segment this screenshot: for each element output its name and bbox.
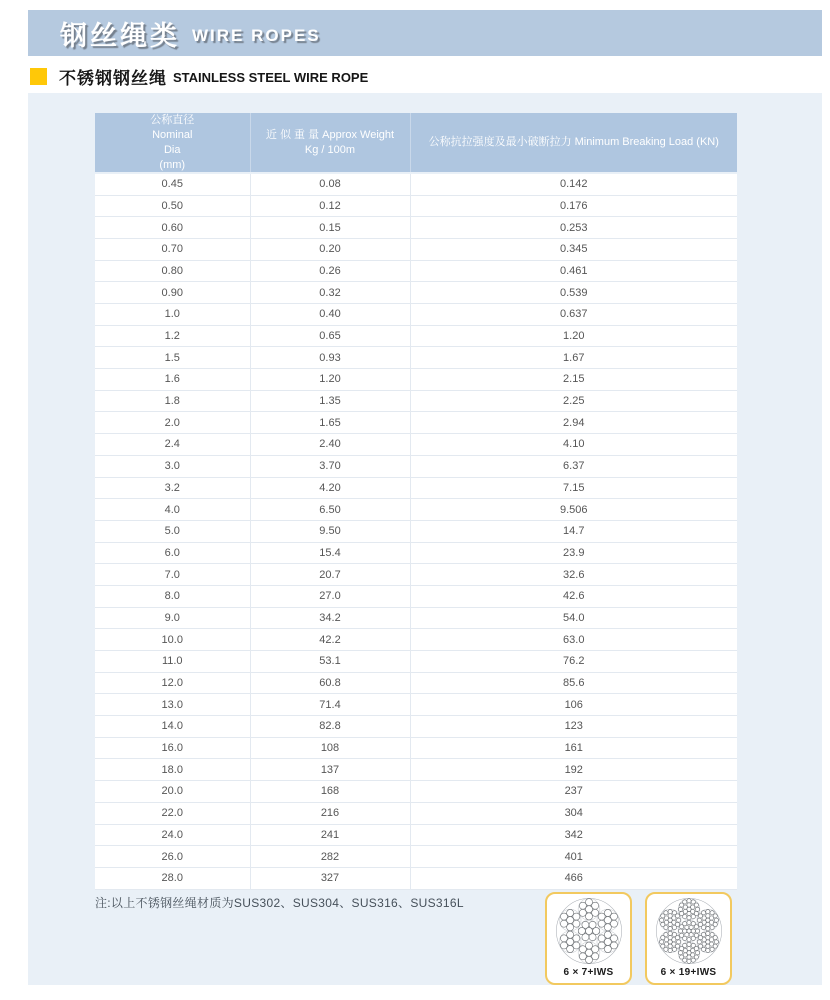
table-cell: 42.2 [250, 629, 410, 651]
col-header-approx-weight: 近 似 重 量 Approx Weight Kg / 100m [250, 113, 410, 173]
rope-diagram-card-6x7 [545, 892, 632, 985]
table-cell: 7.15 [410, 477, 737, 499]
table-cell: 237 [410, 781, 737, 803]
table-cell: 9.506 [410, 499, 737, 521]
table-cell: 27.0 [250, 585, 410, 607]
table-cell: 0.176 [410, 195, 737, 217]
table-row [95, 455, 737, 477]
rope-diagram-cards [545, 892, 732, 985]
table-row [95, 824, 737, 846]
table-cell: 23.9 [410, 542, 737, 564]
spec-table-body [95, 173, 737, 889]
table-cell: 282 [250, 846, 410, 868]
table-cell: 6.37 [410, 455, 737, 477]
table-row [95, 846, 737, 868]
table-cell: 18.0 [95, 759, 250, 781]
col-header-nominal-dia: 公称直径 Nominal Dia (mm) [95, 113, 250, 173]
table-cell: 20.0 [95, 781, 250, 803]
table-cell: 11.0 [95, 651, 250, 673]
table-cell: 0.539 [410, 282, 737, 304]
table-row [95, 282, 737, 304]
table-cell: 42.6 [410, 585, 737, 607]
page-header [28, 10, 822, 56]
page-title-en: WIRE ROPES [192, 26, 321, 45]
page-title-cn: 钢丝绳类 [60, 20, 180, 51]
table-cell: 1.6 [95, 369, 250, 391]
table-cell: 28.0 [95, 867, 250, 889]
table-cell: 0.65 [250, 325, 410, 347]
table-cell: 216 [250, 802, 410, 824]
table-cell: 304 [410, 802, 737, 824]
table-row [95, 672, 737, 694]
table-row [95, 477, 737, 499]
table-row [95, 737, 737, 759]
table-cell: 1.2 [95, 325, 250, 347]
table-row [95, 629, 737, 651]
section-title-en: STAINLESS STEEL WIRE ROPE [173, 70, 369, 85]
table-cell: 1.67 [410, 347, 737, 369]
table-cell: 14.7 [410, 520, 737, 542]
rope-diagram-label: 6 × 7+IWS [563, 967, 614, 978]
table-row [95, 651, 737, 673]
table-cell: 192 [410, 759, 737, 781]
table-cell: 0.60 [95, 217, 250, 239]
table-cell: 71.4 [250, 694, 410, 716]
table-cell: 1.0 [95, 304, 250, 326]
table-cell: 15.4 [250, 542, 410, 564]
table-cell: 466 [410, 867, 737, 889]
table-cell: 53.1 [250, 651, 410, 673]
table-cell: 0.70 [95, 238, 250, 260]
table-cell: 401 [410, 846, 737, 868]
table-cell: 5.0 [95, 520, 250, 542]
table-cell: 342 [410, 824, 737, 846]
table-row [95, 260, 737, 282]
table-row [95, 867, 737, 889]
table-cell: 1.20 [250, 369, 410, 391]
table-row [95, 195, 737, 217]
table-cell: 3.0 [95, 455, 250, 477]
section-title-cn: 不锈钢钢丝绳 [59, 69, 167, 88]
table-cell: 24.0 [95, 824, 250, 846]
table-cell: 13.0 [95, 694, 250, 716]
table-cell: 6.50 [250, 499, 410, 521]
table-cell: 16.0 [95, 737, 250, 759]
table-row [95, 781, 737, 803]
table-cell: 123 [410, 716, 737, 738]
table-cell: 1.35 [250, 390, 410, 412]
table-cell: 327 [250, 867, 410, 889]
table-cell: 0.90 [95, 282, 250, 304]
table-row [95, 759, 737, 781]
table-row [95, 434, 737, 456]
table-cell: 161 [410, 737, 737, 759]
table-row [95, 347, 737, 369]
table-cell: 0.08 [250, 173, 410, 195]
table-cell: 1.5 [95, 347, 250, 369]
table-row [95, 520, 737, 542]
table-cell: 12.0 [95, 672, 250, 694]
table-cell: 2.40 [250, 434, 410, 456]
table-cell: 7.0 [95, 564, 250, 586]
table-cell: 0.253 [410, 217, 737, 239]
table-row [95, 564, 737, 586]
table-row [95, 585, 737, 607]
table-cell: 0.345 [410, 238, 737, 260]
table-cell: 6.0 [95, 542, 250, 564]
table-cell: 8.0 [95, 585, 250, 607]
table-row [95, 716, 737, 738]
table-row [95, 499, 737, 521]
table-row [95, 802, 737, 824]
table-cell: 82.8 [250, 716, 410, 738]
rope-cross-section-6x19-icon [654, 897, 724, 965]
table-cell: 1.8 [95, 390, 250, 412]
table-cell: 4.0 [95, 499, 250, 521]
table-row [95, 173, 737, 195]
table-cell: 4.10 [410, 434, 737, 456]
table-cell: 168 [250, 781, 410, 803]
section-header [30, 64, 368, 89]
rope-cross-section-6x7-icon [554, 897, 624, 965]
table-row [95, 694, 737, 716]
table-cell: 0.20 [250, 238, 410, 260]
table-row [95, 304, 737, 326]
table-row [95, 217, 737, 239]
table-cell: 108 [250, 737, 410, 759]
table-cell: 4.20 [250, 477, 410, 499]
table-cell: 14.0 [95, 716, 250, 738]
table-cell: 2.0 [95, 412, 250, 434]
table-cell: 0.40 [250, 304, 410, 326]
table-cell: 137 [250, 759, 410, 781]
table-cell: 0.142 [410, 173, 737, 195]
yellow-bullet-icon [30, 68, 47, 85]
table-cell: 0.93 [250, 347, 410, 369]
table-cell: 0.15 [250, 217, 410, 239]
table-cell: 34.2 [250, 607, 410, 629]
table-cell: 3.2 [95, 477, 250, 499]
table-cell: 0.461 [410, 260, 737, 282]
table-cell: 2.94 [410, 412, 737, 434]
table-cell: 22.0 [95, 802, 250, 824]
table-cell: 2.4 [95, 434, 250, 456]
table-cell: 54.0 [410, 607, 737, 629]
content-panel [28, 93, 822, 985]
spec-table-header [95, 113, 737, 173]
table-cell: 0.80 [95, 260, 250, 282]
table-cell: 63.0 [410, 629, 737, 651]
table-cell: 60.8 [250, 672, 410, 694]
table-cell: 20.7 [250, 564, 410, 586]
table-cell: 76.2 [410, 651, 737, 673]
table-cell: 32.6 [410, 564, 737, 586]
col-header-breaking-load: 公称抗拉强度及最小破断拉力 Minimum Breaking Load (KN) [410, 113, 737, 173]
table-cell: 1.65 [250, 412, 410, 434]
table-row [95, 412, 737, 434]
spec-table [95, 113, 737, 890]
table-row [95, 607, 737, 629]
table-cell: 2.15 [410, 369, 737, 391]
table-row [95, 369, 737, 391]
table-cell: 85.6 [410, 672, 737, 694]
table-cell: 3.70 [250, 455, 410, 477]
table-cell: 0.50 [95, 195, 250, 217]
table-cell: 9.50 [250, 520, 410, 542]
table-cell: 10.0 [95, 629, 250, 651]
table-cell: 241 [250, 824, 410, 846]
rope-diagram-label: 6 × 19+IWS [660, 967, 717, 978]
table-cell: 0.32 [250, 282, 410, 304]
table-row [95, 238, 737, 260]
rope-diagram-card-6x19 [645, 892, 732, 985]
material-note: 注:以上不锈钢丝绳材质为SUS302、SUS304、SUS316、SUS316L [95, 896, 464, 910]
table-cell: 26.0 [95, 846, 250, 868]
table-cell: 9.0 [95, 607, 250, 629]
table-cell: 2.25 [410, 390, 737, 412]
table-cell: 0.637 [410, 304, 737, 326]
table-cell: 0.26 [250, 260, 410, 282]
table-cell: 106 [410, 694, 737, 716]
table-row [95, 390, 737, 412]
table-cell: 1.20 [410, 325, 737, 347]
table-cell: 0.45 [95, 173, 250, 195]
table-row [95, 542, 737, 564]
table-cell: 0.12 [250, 195, 410, 217]
table-row [95, 325, 737, 347]
